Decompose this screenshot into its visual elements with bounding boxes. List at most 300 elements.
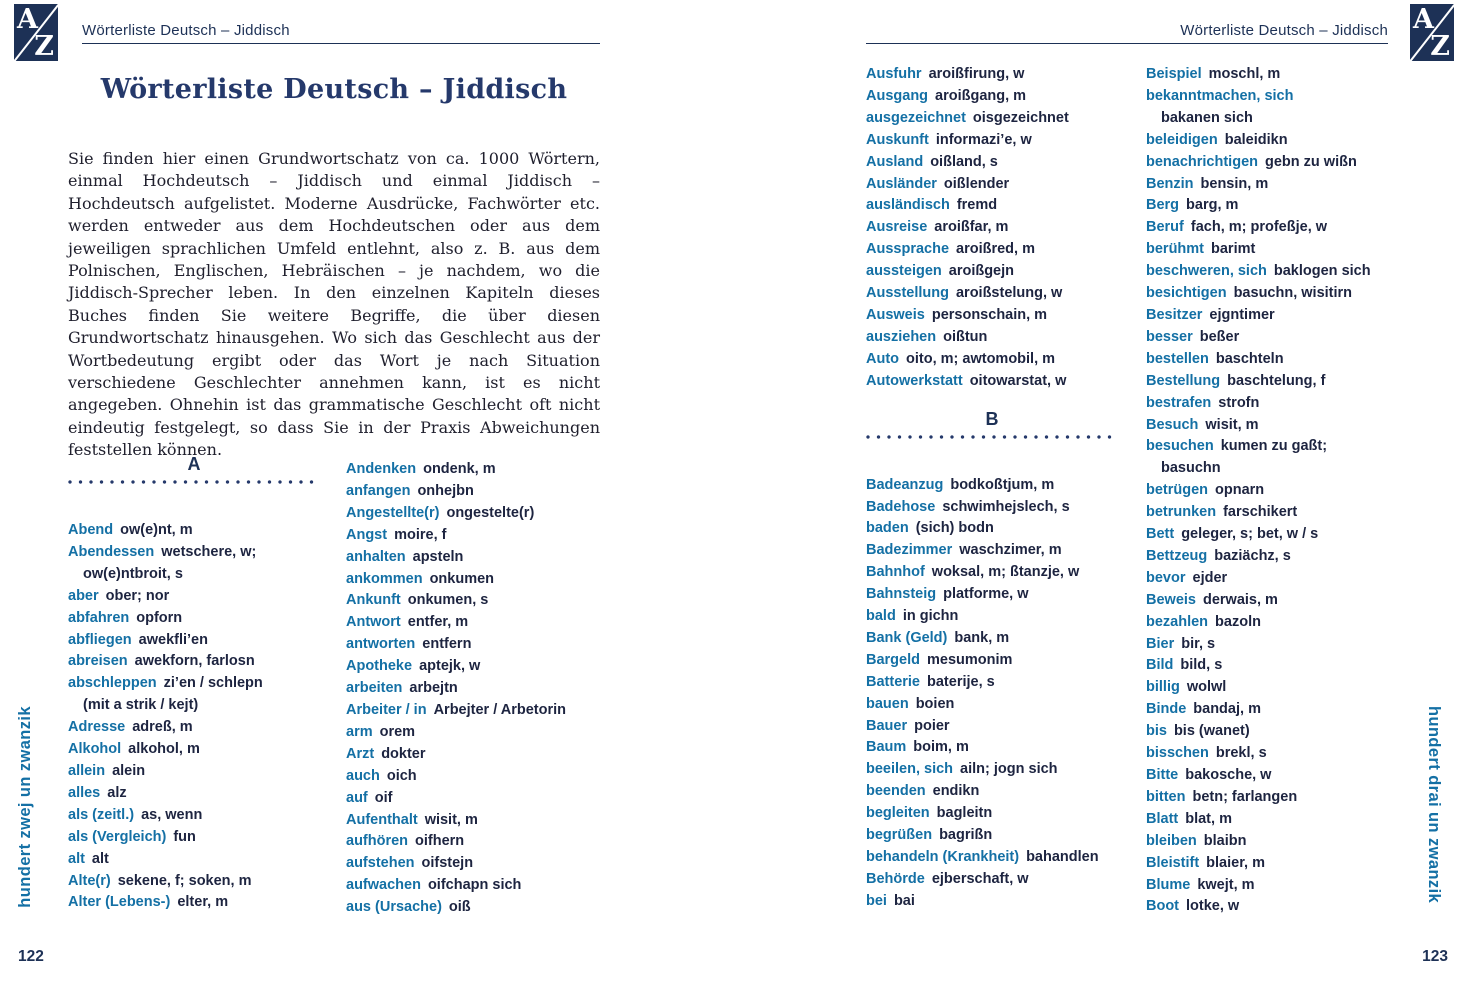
headword: Beispiel (1146, 66, 1202, 82)
dict-entry (866, 694, 1118, 716)
az-logo (14, 4, 58, 61)
dict-entry (866, 283, 1118, 305)
dict-entry (866, 869, 1118, 891)
dict-entry (68, 783, 320, 805)
dict-entry (346, 459, 602, 481)
headword: bei (866, 892, 887, 909)
headword: aufwachen (346, 877, 421, 894)
dict-entry (1146, 853, 1404, 875)
headword: anhalten (346, 548, 406, 565)
translation: oifhern (415, 833, 465, 850)
dict-entry (1146, 393, 1404, 415)
headword: Adresse (68, 719, 126, 736)
translation: moschl, m (1208, 66, 1281, 82)
translation: ailn; jogn sich (960, 761, 1058, 778)
translation: baschtelung, f (1227, 372, 1326, 389)
translation: adreß, m (132, 719, 193, 736)
headword: Ausland (866, 153, 924, 170)
headword: Bettzeug (1146, 547, 1208, 564)
translation: baklogen sich (1273, 263, 1371, 280)
headword: Ausgang (866, 87, 929, 104)
headword: Angst (346, 526, 388, 543)
az-logo (1410, 4, 1454, 61)
dict-entry (1146, 86, 1404, 130)
headword: Antwort (346, 614, 401, 631)
translation: betn; farlangen (1192, 788, 1298, 805)
translation-continuation: basuchn (1161, 460, 1221, 477)
margin-text-left: hundert zwej un zwanzik (16, 706, 34, 908)
headword: Autowerkstatt (866, 372, 963, 389)
translation: boim, m (913, 739, 969, 756)
dict-entry (866, 803, 1118, 825)
translation: bai (893, 892, 915, 909)
dict-entry (1146, 261, 1404, 283)
dict-list (346, 459, 602, 919)
translation: bodkoßtjum, m (950, 476, 1055, 493)
translation: barimt (1211, 241, 1256, 258)
dict-entry (866, 562, 1118, 584)
dict-entry (866, 891, 1118, 913)
headword: Auto (866, 350, 900, 367)
headword: aufstehen (346, 855, 415, 872)
translation: wetschere, w; (161, 543, 257, 560)
dict-entry (1146, 831, 1404, 853)
headword: aber (68, 587, 99, 604)
dict-list (866, 475, 1118, 913)
headword: aufhören (346, 833, 409, 850)
dict-entry (68, 871, 320, 893)
headword: Bitte (1146, 767, 1179, 783)
headword: bestrafen (1146, 394, 1212, 411)
dict-entry (346, 810, 602, 832)
headword: Arbeiter / in (346, 701, 427, 718)
headword: als (zeitl.) (68, 806, 135, 823)
translation: farschikert (1223, 504, 1298, 521)
translation: blat, m (1185, 810, 1232, 827)
headword: Besitzer (1146, 306, 1203, 323)
headword: bald (866, 608, 896, 625)
dict-entry (346, 612, 602, 634)
translation: arbejtn (409, 680, 458, 697)
headword: bestellen (1146, 350, 1209, 367)
translation: fremd (956, 197, 998, 214)
dict-entry (866, 130, 1118, 152)
dict-entry (1146, 524, 1404, 546)
dict-entry (346, 678, 602, 700)
translation: kwejt, m (1197, 876, 1255, 893)
headword: Besuch (1146, 416, 1199, 433)
dict-entry (1146, 809, 1404, 831)
headword: Ausreise (866, 219, 928, 236)
dict-entry (346, 875, 602, 897)
headword: ankommen (346, 570, 423, 587)
dict-entry (346, 766, 602, 788)
dict-entry (1146, 174, 1404, 196)
dict-entry (68, 542, 320, 586)
translation: ejberschaft, w (931, 870, 1029, 887)
dict-entry (346, 503, 602, 525)
headword: Angestellte(r) (346, 504, 440, 521)
page-number-left: 122 (18, 948, 44, 965)
headword: arbeiten (346, 680, 403, 697)
translation: geleger, s; bet, w / s (1181, 526, 1319, 543)
translation-continuation: (mit a strik / kejt) (83, 697, 199, 714)
dict-list (68, 520, 320, 914)
translation: baziächz, s (1214, 547, 1291, 564)
dict-entry (346, 525, 602, 547)
translation: bis (wanet) (1173, 723, 1250, 740)
headword: berühmt (1146, 241, 1204, 258)
headword: Binde (1146, 701, 1187, 718)
headword: Apotheke (346, 658, 413, 675)
dict-entry (866, 737, 1118, 759)
translation: alkohol, m (128, 741, 200, 758)
dict-entry (346, 853, 602, 875)
headword: Alter (Lebens-) (68, 894, 171, 911)
headword: beschweren, sich (1146, 263, 1267, 280)
dict-entry (346, 481, 602, 503)
dict-entry (1146, 327, 1404, 349)
translation: awekfli’en (138, 631, 208, 648)
headword: besuchen (1146, 438, 1214, 455)
translation: poier (914, 717, 950, 734)
dict-entry (68, 739, 320, 761)
dict-entry (866, 152, 1118, 174)
headword: Bestellung (1146, 372, 1221, 389)
headword: Aufenthalt (346, 811, 418, 828)
headword: Behörde (866, 870, 925, 887)
headword: Andenken (346, 461, 417, 477)
headword: Auskunft (866, 131, 929, 148)
headword: beleidigen (1146, 131, 1218, 148)
translation: dokter (381, 745, 426, 762)
headword: betrunken (1146, 504, 1217, 521)
dict-entry (1146, 787, 1404, 809)
translation: entfer, m (407, 614, 469, 631)
headword: Ausländer (866, 175, 937, 192)
header-rule-left (82, 43, 600, 44)
translation: bandaj, m (1193, 701, 1261, 718)
headword: ausländisch (866, 197, 950, 214)
translation: alz (107, 784, 127, 801)
translation: onkumen (429, 570, 495, 587)
translation: oifchapn sich (427, 877, 522, 894)
dict-entry (346, 722, 602, 744)
translation: moire, f (394, 526, 447, 543)
headword: bis (1146, 723, 1167, 740)
translation: oif (374, 789, 393, 806)
dict-entry (1146, 699, 1404, 721)
dict-entry (1146, 502, 1404, 524)
dict-entry (1146, 612, 1404, 634)
dict-entry (1146, 305, 1404, 327)
translation-continuation: ow(e)ntbroit, s (83, 565, 183, 582)
translation: aroißfar, m (934, 219, 1009, 236)
translation: platforme, w (943, 586, 1029, 603)
logo-letter-a: A (17, 4, 38, 35)
translation: baschteln (1215, 350, 1284, 367)
translation: entfern (422, 636, 472, 653)
section-letter-a: A (187, 454, 201, 474)
headword: bekanntmachen, sich (1146, 87, 1294, 104)
dict-entry (1146, 634, 1404, 656)
headword: Blatt (1146, 810, 1179, 827)
translation: in gichn (902, 608, 959, 625)
headword: anfangen (346, 482, 411, 499)
dict-entry (1146, 590, 1404, 612)
headword: arm (346, 723, 373, 740)
dict-entry (1146, 655, 1404, 677)
headword: Arzt (346, 745, 375, 762)
headword: allein (68, 762, 106, 779)
translation: oiß (448, 899, 471, 916)
translation: bazoln (1215, 613, 1261, 630)
headword: betrügen (1146, 482, 1209, 499)
dict-entry (866, 108, 1118, 130)
headword: billig (1146, 679, 1180, 696)
dict-entry (68, 608, 320, 630)
translation: apsteln (412, 548, 464, 565)
headword: Badehose (866, 498, 936, 515)
translation: onkumen, s (407, 592, 489, 609)
headword: Bahnhof (866, 564, 925, 581)
translation: awekforn, farlosn (134, 653, 255, 670)
translation: opnarn (1215, 482, 1265, 499)
dict-entry (1146, 64, 1404, 86)
dict-entry (866, 174, 1118, 196)
dict-entry (866, 305, 1118, 327)
translation: orem (379, 723, 416, 740)
dict-entry (866, 518, 1118, 540)
headword: bevor (1146, 569, 1186, 586)
dict-entry (866, 716, 1118, 738)
translation: bagleitn (936, 805, 993, 822)
dict-entry (866, 628, 1118, 650)
headword: abschleppen (68, 675, 157, 692)
dict-entry (866, 672, 1118, 694)
translation: derwais, m (1202, 591, 1278, 608)
running-head-right: Wörterliste Deutsch – Jiddisch (1180, 22, 1388, 39)
dict-entry (1146, 568, 1404, 590)
translation: opforn (136, 609, 183, 626)
translation: sekene, f; soken, m (117, 872, 252, 889)
dictionary-column-3 (866, 64, 1118, 913)
translation: fun (173, 828, 196, 845)
dict-entry (866, 261, 1118, 283)
dictionary-column-2 (346, 459, 602, 919)
headword: benachrichtigen (1146, 153, 1258, 170)
translation: oito, m; awtomobil, m (906, 350, 1056, 367)
section-letter-b: B (985, 408, 999, 429)
headword: Bank (Geld) (866, 629, 948, 646)
dict-entry (866, 475, 1118, 497)
dict-entry (1146, 743, 1404, 765)
translation: aroißred, m (956, 241, 1035, 258)
headword: Badezimmer (866, 542, 953, 559)
header-rule-right (866, 43, 1388, 44)
translation: fach, m; profeßje, w (1190, 219, 1328, 236)
headword: baden (866, 520, 909, 537)
dict-entry (866, 86, 1118, 108)
logo-letter-a: A (1413, 4, 1434, 35)
headword: Berg (1146, 197, 1180, 214)
dict-entry (866, 239, 1118, 261)
headword: beeilen, sich (866, 761, 954, 778)
headword: als (Vergleich) (68, 828, 167, 845)
translation: beßer (1199, 328, 1240, 345)
translation: onhejbn (417, 482, 474, 499)
translation: oißlender (943, 175, 1010, 192)
dict-entry (866, 606, 1118, 628)
headword: besser (1146, 328, 1193, 345)
dict-entry (866, 497, 1118, 519)
translation: waschzimer, m (959, 542, 1062, 559)
dict-entry (346, 547, 602, 569)
headword: Blume (1146, 876, 1191, 893)
translation: alein (112, 762, 146, 779)
margin-text-right: hundert drai un zwanzik (1425, 706, 1443, 904)
translation: schwimhejslech, s (942, 498, 1070, 515)
translation: blaibn (1203, 832, 1247, 849)
headword: Beruf (1146, 219, 1184, 236)
headword: Alkohol (68, 741, 122, 758)
dict-entry (1146, 195, 1404, 217)
dict-entry (866, 759, 1118, 781)
headword: alt (68, 850, 85, 867)
dict-entry (1146, 875, 1404, 897)
translation: aroißgejn (948, 263, 1015, 280)
translation: baleidikn (1224, 131, 1288, 148)
translation: bahandlen (1026, 849, 1099, 865)
translation: bakosche, w (1185, 767, 1272, 783)
intro-paragraph: Sie finden hier einen Grundwortschatz von ca. 1000 Wörtern, einmal Hochdeutsch – Jiddisch und einmal Jiddisch – Hochdeutsch aufgelistet. Moderne Ausdrücke, Fachwörter etc. werden entweder aus dem Hochdeutschen oder aus dem jeweiligen sprachlichen Umfeld entlehnt, also z. B. aus dem Polnischen, Englischen, Hebräischen – je nachdem, wo die Jiddisch-Sprecher leben. In den einzelnen Kapiteln dieses Buches finden Sie weitere Begriffe, die über diesen Grundwortschatz hinausgehen. Wo sich das Geschlecht aus der Wortbedeutung ergibt oder das Wort je nach Situation verschiedene Geschlechter annehmen kann, ist es nicht angegeben. Ohnehin ist das grammatische Geschlecht oft nicht eindeutig festgelegt, so dass Sie in der Praxis Abweichungen feststellen können. (68, 149, 600, 460)
headword: antworten (346, 636, 416, 653)
dict-list (1146, 64, 1404, 918)
dict-entry (866, 540, 1118, 562)
translation: ondenk, m (423, 461, 496, 477)
dict-entry (68, 849, 320, 871)
translation: aptejk, w (419, 658, 481, 675)
dict-entry (68, 805, 320, 827)
headword: Bahnsteig (866, 586, 937, 603)
translation: endikn (932, 783, 980, 800)
translation: ow(e)nt, m (120, 522, 193, 538)
headword: Ankunft (346, 592, 401, 609)
headword: Baum (866, 739, 907, 756)
dict-entry (346, 590, 602, 612)
dict-entry (1146, 896, 1404, 918)
dict-entry (1146, 480, 1404, 502)
dict-entry (68, 717, 320, 739)
translation: bank, m (954, 629, 1010, 646)
dict-entry (1146, 415, 1404, 437)
translation: bensin, m (1200, 175, 1269, 192)
dict-entry (68, 630, 320, 652)
dict-entry (1146, 765, 1404, 787)
translation: aroißfirung, w (928, 66, 1025, 82)
headword: Beweis (1146, 591, 1196, 608)
headword: bitten (1146, 788, 1186, 805)
headword: abfahren (68, 609, 130, 626)
translation: boien (915, 695, 955, 712)
dict-entry (346, 634, 602, 656)
headword: ausgezeichnet (866, 109, 966, 126)
running-head-left: Wörterliste Deutsch – Jiddisch (82, 22, 290, 39)
logo-letter-z: Z (1430, 31, 1450, 62)
dict-entry (1146, 371, 1404, 393)
translation: aroißgang, m (935, 87, 1027, 104)
dict-entry (1146, 677, 1404, 699)
dict-entry (68, 586, 320, 608)
dict-entry (1146, 349, 1404, 371)
translation: (sich) bodn (915, 520, 994, 537)
translation: aroißstelung, w (955, 285, 1063, 302)
dict-entry (346, 569, 602, 591)
headword: auch (346, 767, 380, 784)
headword: bauen (866, 695, 909, 712)
headword: Benzin (1146, 175, 1194, 192)
dict-entry (866, 847, 1118, 869)
dict-entry (68, 761, 320, 783)
translation: bir, s (1181, 635, 1216, 652)
translation: wisit, m (424, 811, 478, 828)
headword: Aussprache (866, 241, 950, 258)
translation: wisit, m (1205, 416, 1259, 433)
translation: ejder (1192, 569, 1228, 586)
headword: aus (Ursache) (346, 899, 442, 916)
headword: Bett (1146, 526, 1175, 543)
dictionary-column-4 (1146, 64, 1404, 918)
translation: woksal, m; ßtanzje, w (931, 564, 1080, 581)
translation-continuation: bakanen sich (1161, 109, 1253, 126)
dict-entry (1146, 239, 1404, 261)
headword: abfliegen (68, 631, 132, 648)
dict-entry (68, 651, 320, 673)
dict-entry (346, 831, 602, 853)
headword: besichtigen (1146, 285, 1227, 302)
headword: auf (346, 789, 368, 806)
dict-entry (68, 892, 320, 914)
dict-entry (866, 64, 1118, 86)
translation: oißland, s (930, 153, 998, 170)
dict-entry (68, 520, 320, 542)
translation: oisgezeichnet (972, 109, 1069, 126)
dict-entry (346, 744, 602, 766)
translation: zi’en / schlepn (163, 675, 263, 692)
headword: Bild (1146, 657, 1174, 674)
headword: aussteigen (866, 263, 942, 280)
dict-entry (1146, 130, 1404, 152)
translation: barg, m (1186, 197, 1239, 214)
dict-entry (346, 897, 602, 919)
headword: Alte(r) (68, 872, 111, 889)
translation: bild, s (1180, 657, 1223, 674)
dict-list (866, 64, 1118, 393)
dotted-divider (68, 480, 320, 484)
translation: bagrißn (939, 827, 993, 844)
headword: alles (68, 784, 101, 801)
translation: ongestelte(r) (446, 504, 535, 521)
headword: Bargeld (866, 651, 920, 668)
translation: gebn zu wißn (1265, 153, 1357, 170)
translation: Arbejter / Arbetorin (433, 701, 566, 718)
headword: Badeanzug (866, 476, 944, 493)
headword: Abendessen (68, 543, 155, 560)
dict-entry (866, 371, 1118, 393)
dictionary-column-1 (68, 452, 320, 914)
translation: as, wenn (141, 806, 203, 823)
translation: kumen zu gaßt; (1220, 438, 1328, 455)
